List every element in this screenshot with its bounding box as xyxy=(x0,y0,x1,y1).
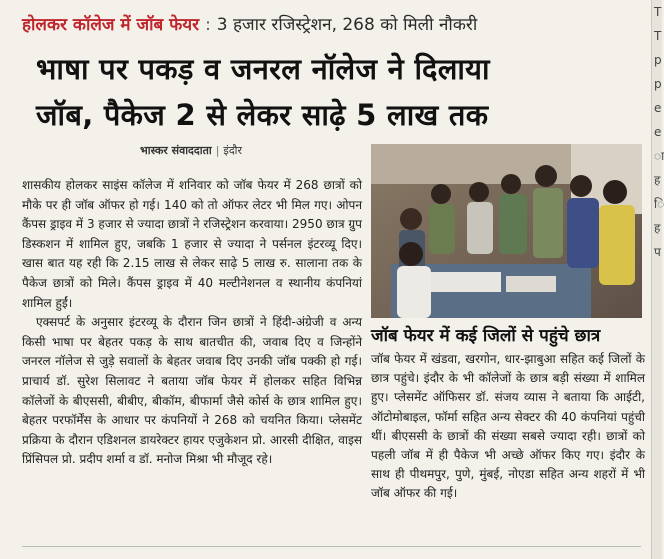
article-left-paragraph-1: शासकीय होलकर साइंस कॉलेज में शनिवार को जॉब फेयर में 268 छात्रों को मौके पर ही जॉब ऑफर हो गई। 140 को तो ऑफर लेटर भी मिल गए। ओपन कैंपस ड्राइव में 3 हजार से ज्यादा छात्रों ने रजिस्ट्रेशन करवाया। 2950 छात्र ग्रुप डिस्कशन में शामिल हुए, जबकि 1 हजार से ज्यादा ने पर्सनल इंटरव्यू दिए। खास बात यह रही कि 2.15 लाख से लेकर साढ़े 5 लाख रु. सालाना तक के पैकेज छात्रों को मिले। कैंपस ड्राइव में 40 मल्टीनेशनल व स्थानीय कंपनियां शामिल हुईं। xyxy=(22,178,362,310)
byline-city: इंदौर xyxy=(223,144,243,157)
byline xyxy=(140,143,242,158)
article-right-column xyxy=(371,350,645,504)
bottom-divider xyxy=(22,546,641,547)
article-left-paragraph-2: एक्सपर्ट के अनुसार इंटरव्यू के दौरान जिन छात्रों ने हिंदी-अंग्रेजी व अन्य किसी भाषा पर बेहतर पकड़ के साथ बातचीत की, जवाब दिए व जिन्होंने जनरल नॉलेज से जुड़े सवालों के बेहतर जवाब दिए उनकी जॉब पक्की हो गई। प्राचार्य डॉ. सुरेश सिलावट ने बताया जॉब फेयर में होलकर सहित विभिन्न कॉलेजों के बीएससी, बीबीए, बीकॉम, बीफार्मा जैसे कोर्स के छात्र शामिल हुए। बेहतर परफॉर्मेंस के आधार पर कंपनियों ने 268 को चयनित किया। प्लेसमेंट प्रक्रिया के दौरान एडिशनल डायरेक्टर हायर एजुकेशन प्रो. आरसी दीक्षित, वाइस प्रिंसिपल प्रो. प्रदीप शर्मा व डॉ. मनोज मिश्रा भी मौजूद रहे। xyxy=(22,315,362,467)
edge-char: T xyxy=(654,5,662,19)
adjacent-column-edge xyxy=(651,0,662,559)
kicker-separator: : xyxy=(205,15,211,35)
news-photo xyxy=(371,144,642,318)
article-right-paragraph-1: जॉब फेयर में खंडवा, खरगोन, धार-झाबुआ सहित कई जिलों के छात्र पहुंचे। इंदौर के भी कॉलेजों के छात्र बड़ी संख्या में शामिल हुए। प्लेसमेंट ऑफिसर डॉ. संजय व्यास ने बताया कि आईटी, ऑटोमोबाइल, फॉर्मा सहित अन्य सेक्टर की 40 कंपनियां पहुंची थीं। बीएससी के छात्रों की संख्या सबसे ज्यादा रही। छात्रों को पहली जॉब में ही पैकेज भी अच्छे ऑफर किए गए। इंदौर के साथ ही पीथमपुर, पुणे, मुंबई, नोएडा सहित अन्य शहरों में भी जॉब ऑफर की गई। xyxy=(371,352,645,501)
kicker-highlight: होलकर कॉलेज में जॉब फेयर xyxy=(22,15,200,35)
edge-char: ि xyxy=(654,197,664,211)
students-photo-illustration xyxy=(371,144,642,318)
byline-source: भास्कर संवाददाता xyxy=(140,144,212,157)
byline-separator: | xyxy=(215,144,220,157)
article-left-column xyxy=(22,176,362,470)
edge-char: ह xyxy=(654,173,661,187)
headline-line-2: जॉब, पैकेज 2 से लेकर साढ़े 5 लाख तक xyxy=(36,98,489,132)
edge-char: p xyxy=(654,53,662,67)
edge-char: ा xyxy=(654,149,664,163)
edge-char: प xyxy=(654,245,661,259)
edge-char: e xyxy=(654,125,662,139)
edge-char: e xyxy=(654,101,662,115)
kicker-line xyxy=(22,14,655,36)
subhead: जॉब फेयर में कई जिलों से पहुंचे छात्र xyxy=(371,326,601,346)
edge-char: p xyxy=(654,77,662,91)
kicker-rest: 3 हजार रजिस्ट्रेशन, 268 को मिली नौकरी xyxy=(216,15,478,35)
edge-char: ह xyxy=(654,221,661,235)
edge-char: T xyxy=(654,29,662,43)
headline-line-1: भाषा पर पकड़ व जनरल नॉलेज ने दिलाया xyxy=(36,52,490,86)
